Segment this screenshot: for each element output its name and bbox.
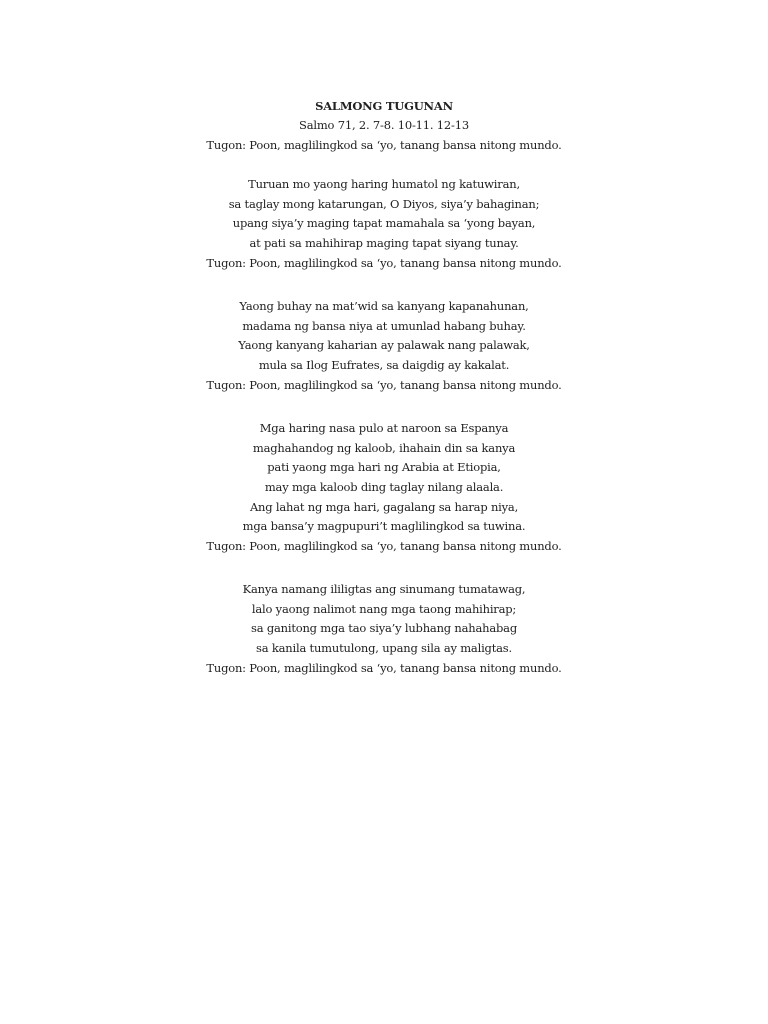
stanza-line: upang siya’y maging tapat mamahala sa ‘yong bayan, [232, 216, 536, 231]
psalm-reference: Salmo 71, 2. 7-8. 10-11. 12-13 [299, 118, 469, 132]
stanza-line: mga bansa’y magpupuri’t maglilingkod sa tuwina. [242, 519, 526, 534]
psalm-title: SALMONG TUGUNAN [315, 99, 453, 113]
stanza-line: Kanya namang ililigtas ang sinumang tumatawag, [242, 582, 526, 597]
stanza [0, 297, 768, 395]
stanza-line: sa taglay mong katarungan, O Diyos, siya’y bahaginan; [228, 196, 540, 211]
stanza-line: at pati sa mahihirap maging tapat siyang tunay. [249, 235, 519, 250]
stanza [0, 419, 768, 556]
psalm-content [0, 96, 768, 702]
stanza-line: mula sa Ilog Eufrates, sa daigdig ay kakalat. [258, 357, 510, 372]
response-line: Tugon: Poon, maglilingkod sa ‘yo, tanang bansa nitong mundo. [206, 538, 562, 553]
psalm-header [0, 96, 768, 155]
stanza-line: sa kanila tumutulong, upang sila ay maligtas. [256, 641, 512, 656]
stanza-line: maghahandog ng kaloob, ihahain din sa kanya [252, 440, 516, 455]
stanza-line: madama ng bansa niya at umunlad habang buhay. [242, 318, 526, 333]
stanza [0, 580, 768, 678]
stanza [0, 175, 768, 273]
stanza-list [0, 175, 768, 678]
stanza-line: Mga haring nasa pulo at naroon sa Espanya [259, 421, 509, 436]
stanza-line: Turuan mo yaong haring humatol ng katuwiran, [248, 177, 520, 192]
stanza-line: Yaong buhay na mat’wid sa kanyang kapanahunan, [239, 299, 529, 314]
response-line: Tugon: Poon, maglilingkod sa ‘yo, tanang bansa nitong mundo. [206, 660, 562, 675]
response-line: Tugon: Poon, maglilingkod sa ‘yo, tanang bansa nitong mundo. [206, 377, 562, 392]
stanza-line: lalo yaong nalimot nang mga taong mahihirap; [251, 601, 517, 616]
response-line: Tugon: Poon, maglilingkod sa ‘yo, tanang bansa nitong mundo. [206, 255, 562, 270]
stanza-line: Ang lahat ng mga hari, gagalang sa harap niya, [249, 499, 519, 514]
stanza-line: pati yaong mga hari ng Arabia at Etiopia, [267, 460, 501, 475]
stanza-line: Yaong kanyang kaharian ay palawak nang palawak, [238, 338, 530, 353]
response-line: Tugon: Poon, maglilingkod sa ‘yo, tanang bansa nitong mundo. [206, 137, 562, 152]
stanza-line: may mga kaloob ding taglay nilang alaala. [264, 479, 504, 494]
stanza-line: sa ganitong mga tao siya’y lubhang nahahabag [251, 621, 517, 636]
